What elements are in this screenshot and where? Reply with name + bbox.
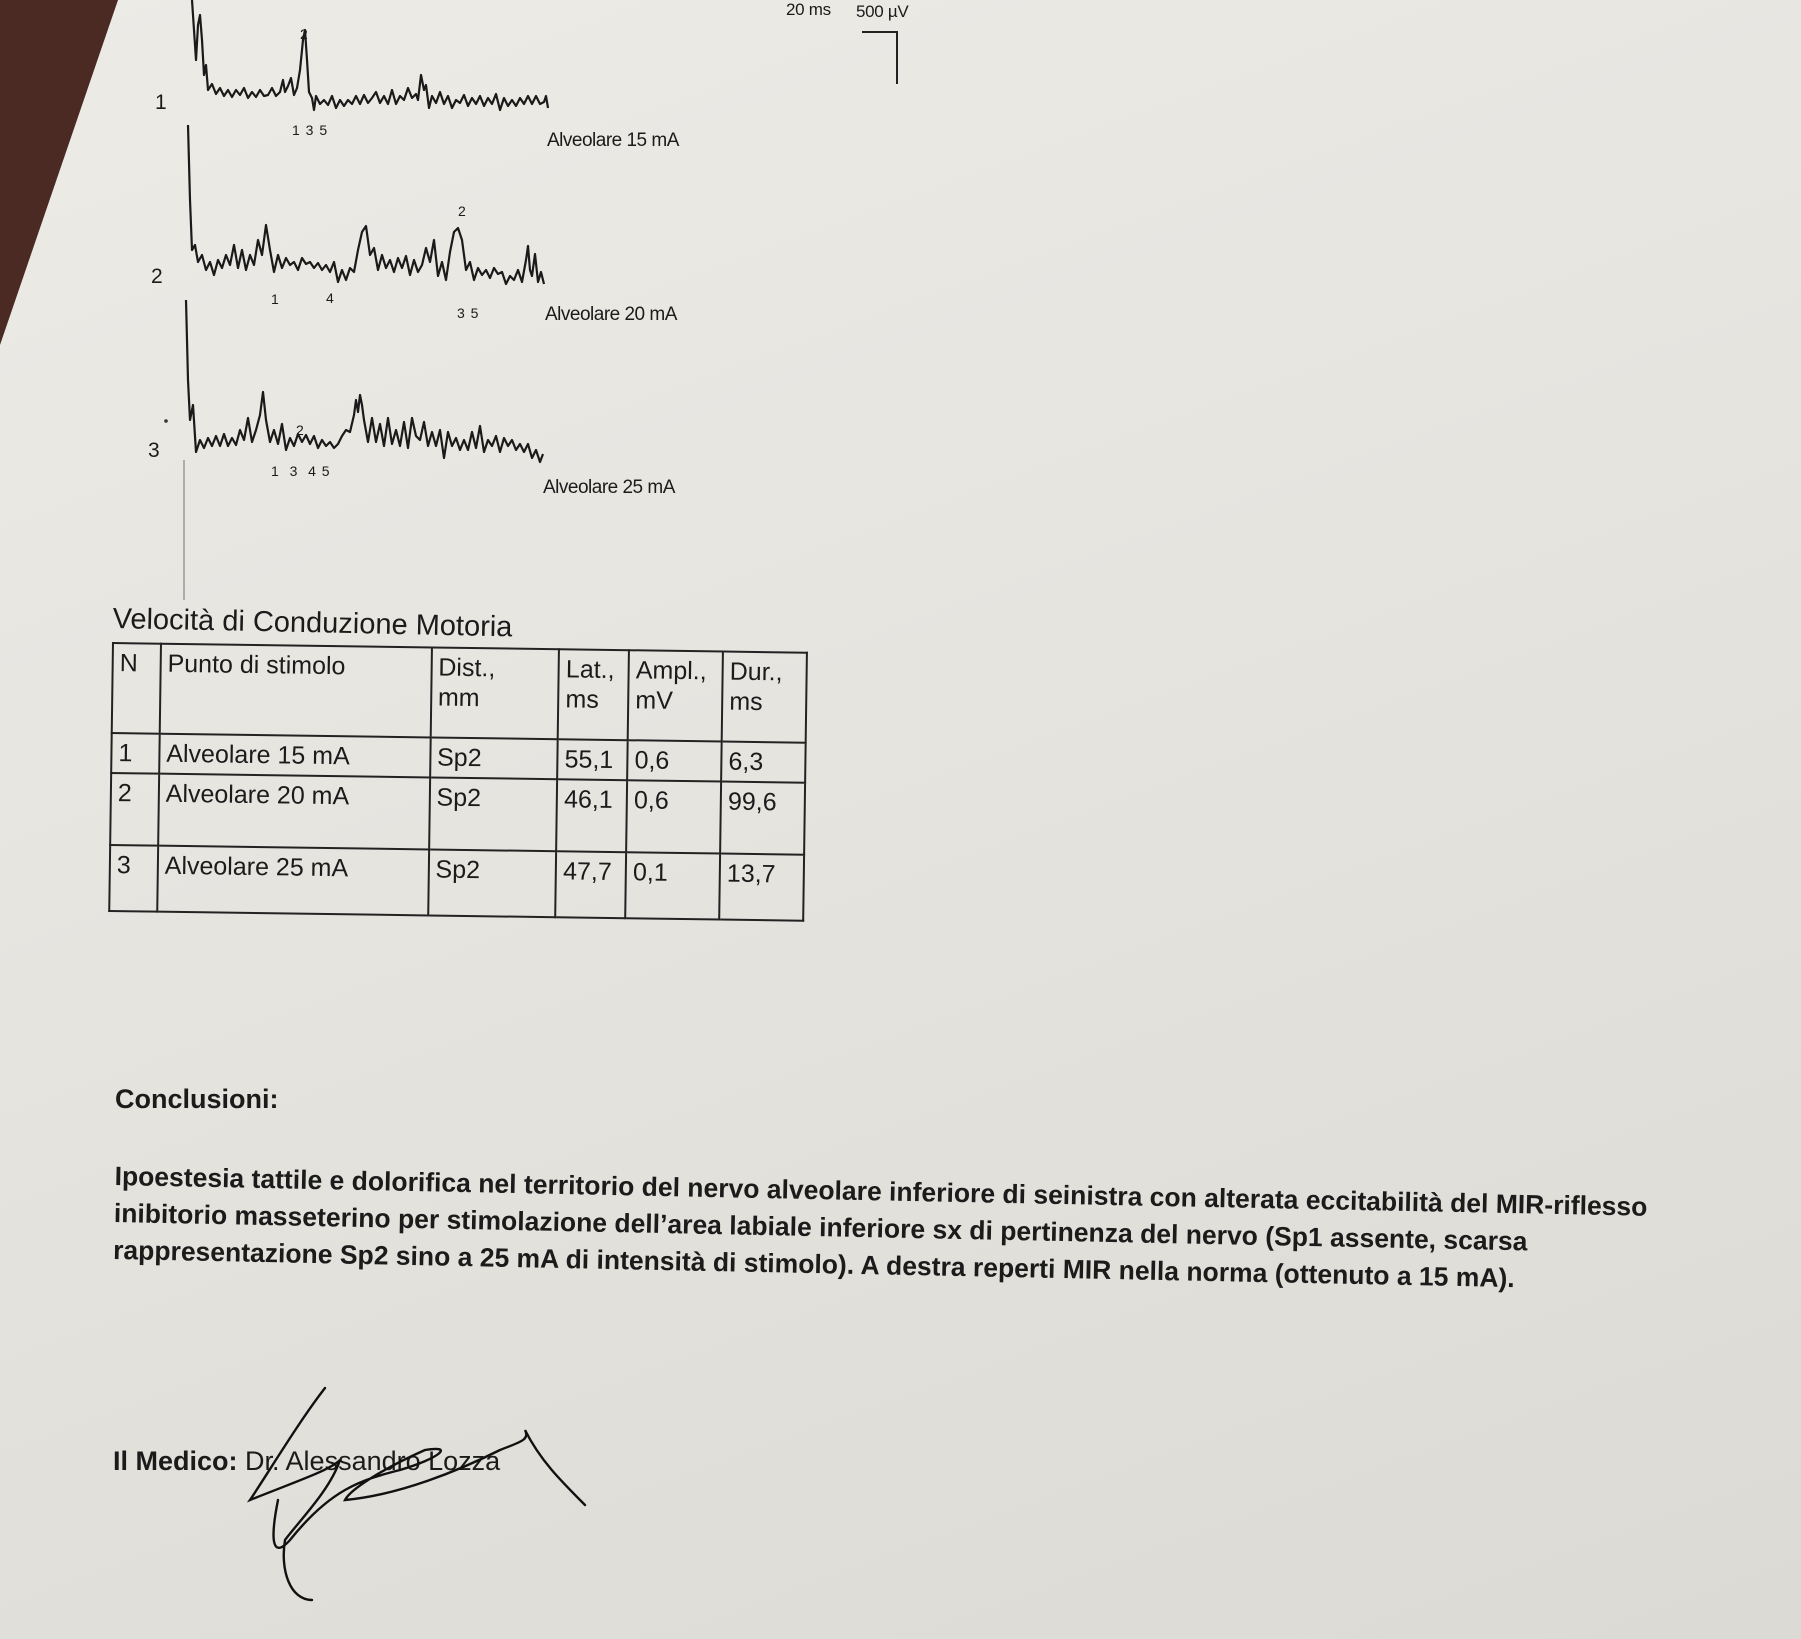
cell-lat: 47,7: [555, 851, 626, 918]
trace-3-top-marker: 2: [296, 422, 304, 438]
time-scale-label: 20 ms: [786, 0, 831, 19]
signature-stroke: [250, 1388, 585, 1600]
cell-punto: Alveolare 25 mA: [157, 846, 429, 916]
signature-name: Dr. Alessandro Lozza: [245, 1446, 501, 1476]
conclusions-heading: Conclusioni:: [115, 1084, 279, 1114]
cell-dist: Sp2: [429, 777, 558, 851]
cell-lat: 46,1: [556, 779, 627, 852]
trace-1-peak-markers: 1 3 5: [292, 122, 329, 138]
signature-label: Il Medico:: [113, 1446, 238, 1476]
cell-dur: 13,7: [719, 854, 804, 921]
trace-2-number: 2: [151, 265, 163, 288]
trace-1-number: 1: [155, 91, 167, 114]
cell-lat: 55,1: [557, 739, 627, 780]
cell-ampl: 0,6: [627, 740, 721, 781]
trace-2-top-marker: 2: [458, 203, 466, 219]
cell-n: 1: [111, 733, 159, 774]
header-dist-unit: mm: [437, 683, 480, 713]
cell-dist: Sp2: [428, 849, 556, 917]
cell-dist: Sp2: [430, 737, 558, 779]
cell-dur: 6,3: [721, 742, 805, 783]
trace-3-label: Alveolare 25 mA: [543, 477, 675, 498]
cell-n: 2: [110, 773, 159, 846]
trace-2-peak-marker-4: 4: [326, 290, 334, 306]
cell-dur: 99,6: [720, 782, 805, 855]
cell-ampl: 0,1: [625, 852, 720, 919]
header-lat-unit: ms: [565, 685, 599, 714]
table-title: Velocità di Conduzione Motoria: [112, 603, 513, 644]
header-dur-label: Dur.,: [729, 657, 783, 687]
header-ampl-label: Ampl.,: [635, 656, 707, 686]
amplitude-scale-label: 500 µV: [856, 2, 909, 21]
conclusions-text: Ipoestesia tattile e dolorifica nel territorio del nervo alveolare inferiore di seinistra con alterata eccitabilità del MIR-riflesso inibitorio masseterino per stimolazione dell’area labiale inferiore sx di pertinenza del nervo (Sp1 assente, scarsa rappresentazione Sp2 sino a 25 mA di intensità di stimolo). A destra reperti MIR nella norma (ottenuto a 15 mA).: [112, 1160, 1648, 1294]
header-punto: Punto di stimolo: [160, 644, 432, 738]
header-ampl-unit: mV: [635, 686, 674, 715]
cell-punto: Alveolare 15 mA: [159, 734, 430, 778]
trace-2-peak-markers-35: 3 5: [457, 305, 480, 321]
header-n: N: [112, 643, 161, 734]
header-dist-label: Dist.,: [438, 653, 496, 683]
trace-1-label: Alveolare 15 mA: [547, 130, 679, 151]
header-lat-label: Lat.,: [565, 655, 615, 685]
trace-3-number: 3: [148, 439, 160, 462]
trace-2-label: Alveolare 20 mA: [545, 304, 677, 325]
header-dur-unit: ms: [729, 687, 763, 717]
trace-2-peak-marker-1: 1: [271, 291, 279, 307]
trace-1-top-marker: 2: [300, 26, 308, 42]
trace-3-peak-markers: 1 3 4 5: [271, 463, 331, 479]
cell-ampl: 0,6: [626, 780, 721, 853]
cell-punto: Alveolare 20 mA: [158, 774, 430, 850]
cell-n: 3: [109, 845, 158, 912]
